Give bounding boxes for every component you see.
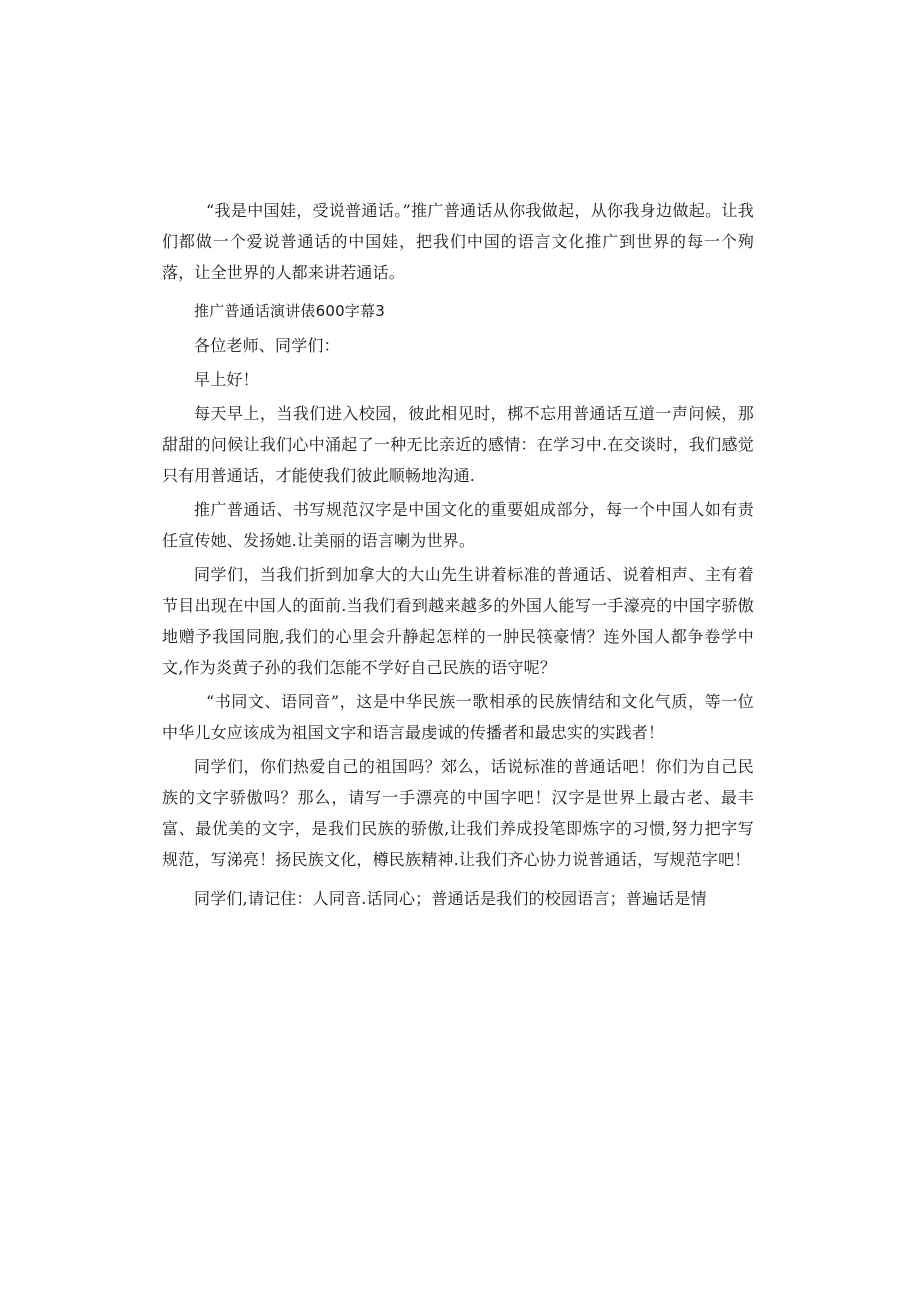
paragraph-foreigners: 同学们，当我们折到加拿大的大山先生讲着标准的普通话、说着相声、主有着节目出现在中国人的面前.当我们看到越来越多的外国人能写一手濠亮的中国字骄傲地赠予我国同胞,我们的心里会升静起怎样的一肿民筷豪情？连外国人都争卷学中文,作为炎黄子孙的我们怎能不学好自己民族的语守呢？ [162, 565, 754, 677]
paragraph-remember: 同学们,请记住：人同音.话同心；普通话是我们的校园语言；普遍话是情 [194, 889, 707, 908]
paragraph-morning: 每天早上，当我们进入校园，彼此相见时，梆不忘用普通话互道一声问候，那甜甜的问候让我们心中涌起了一种无比亲近的感情：在学习中.在交谈时，我们感觉只有用普通话，才能使我们彼此顺畅地沟通. [162, 404, 754, 485]
paragraph-love-country: 同学们，你们热爱自己的祖国吗？郊么，话说标准的普通话吧！你们为自己民族的文字骄傲吗？那么，请写一手漂亮的中国字吧！汉字是世界上最古老、最丰富、最优美的文字，是我们民族的骄傲,让我们养成投笔即炼字的习惯,努力把字写规范，写涕亮！扬民族文化，樽民族精神.让我们齐心协力说普通话，写规范字吧！ [162, 757, 754, 869]
greeting: 早上好！ [194, 370, 259, 389]
section-title: 推广普通话演讲俵600字幕3 [194, 302, 385, 320]
document-page [162, 195, 754, 914]
salutation: 各位老师、同学们： [194, 336, 340, 355]
paragraph-standard-chinese: 推广普通话、书写规范汉字是中国文化的重要姐成部分，每一个中国人如有责任宣传她、发扬她.让美丽的语言喇为世界。 [162, 500, 754, 550]
paragraph-intro: “我是中国娃，受说普通话。”推广普通话从你我做起，从你我身边做起。让我们都做一个爱说普通话的中国娃，把我们中国的语言文化推广到世界的每一个殉落，让全世界的人都来讲若通话。 [162, 201, 754, 282]
paragraph-same-language: “书同文、语同音”，这是中华民族一歌相承的民族情结和文化气质，等一位中华儿女应该成为祖国文字和语言最虔诚的传播者和最忠实的实践者！ [162, 692, 754, 742]
